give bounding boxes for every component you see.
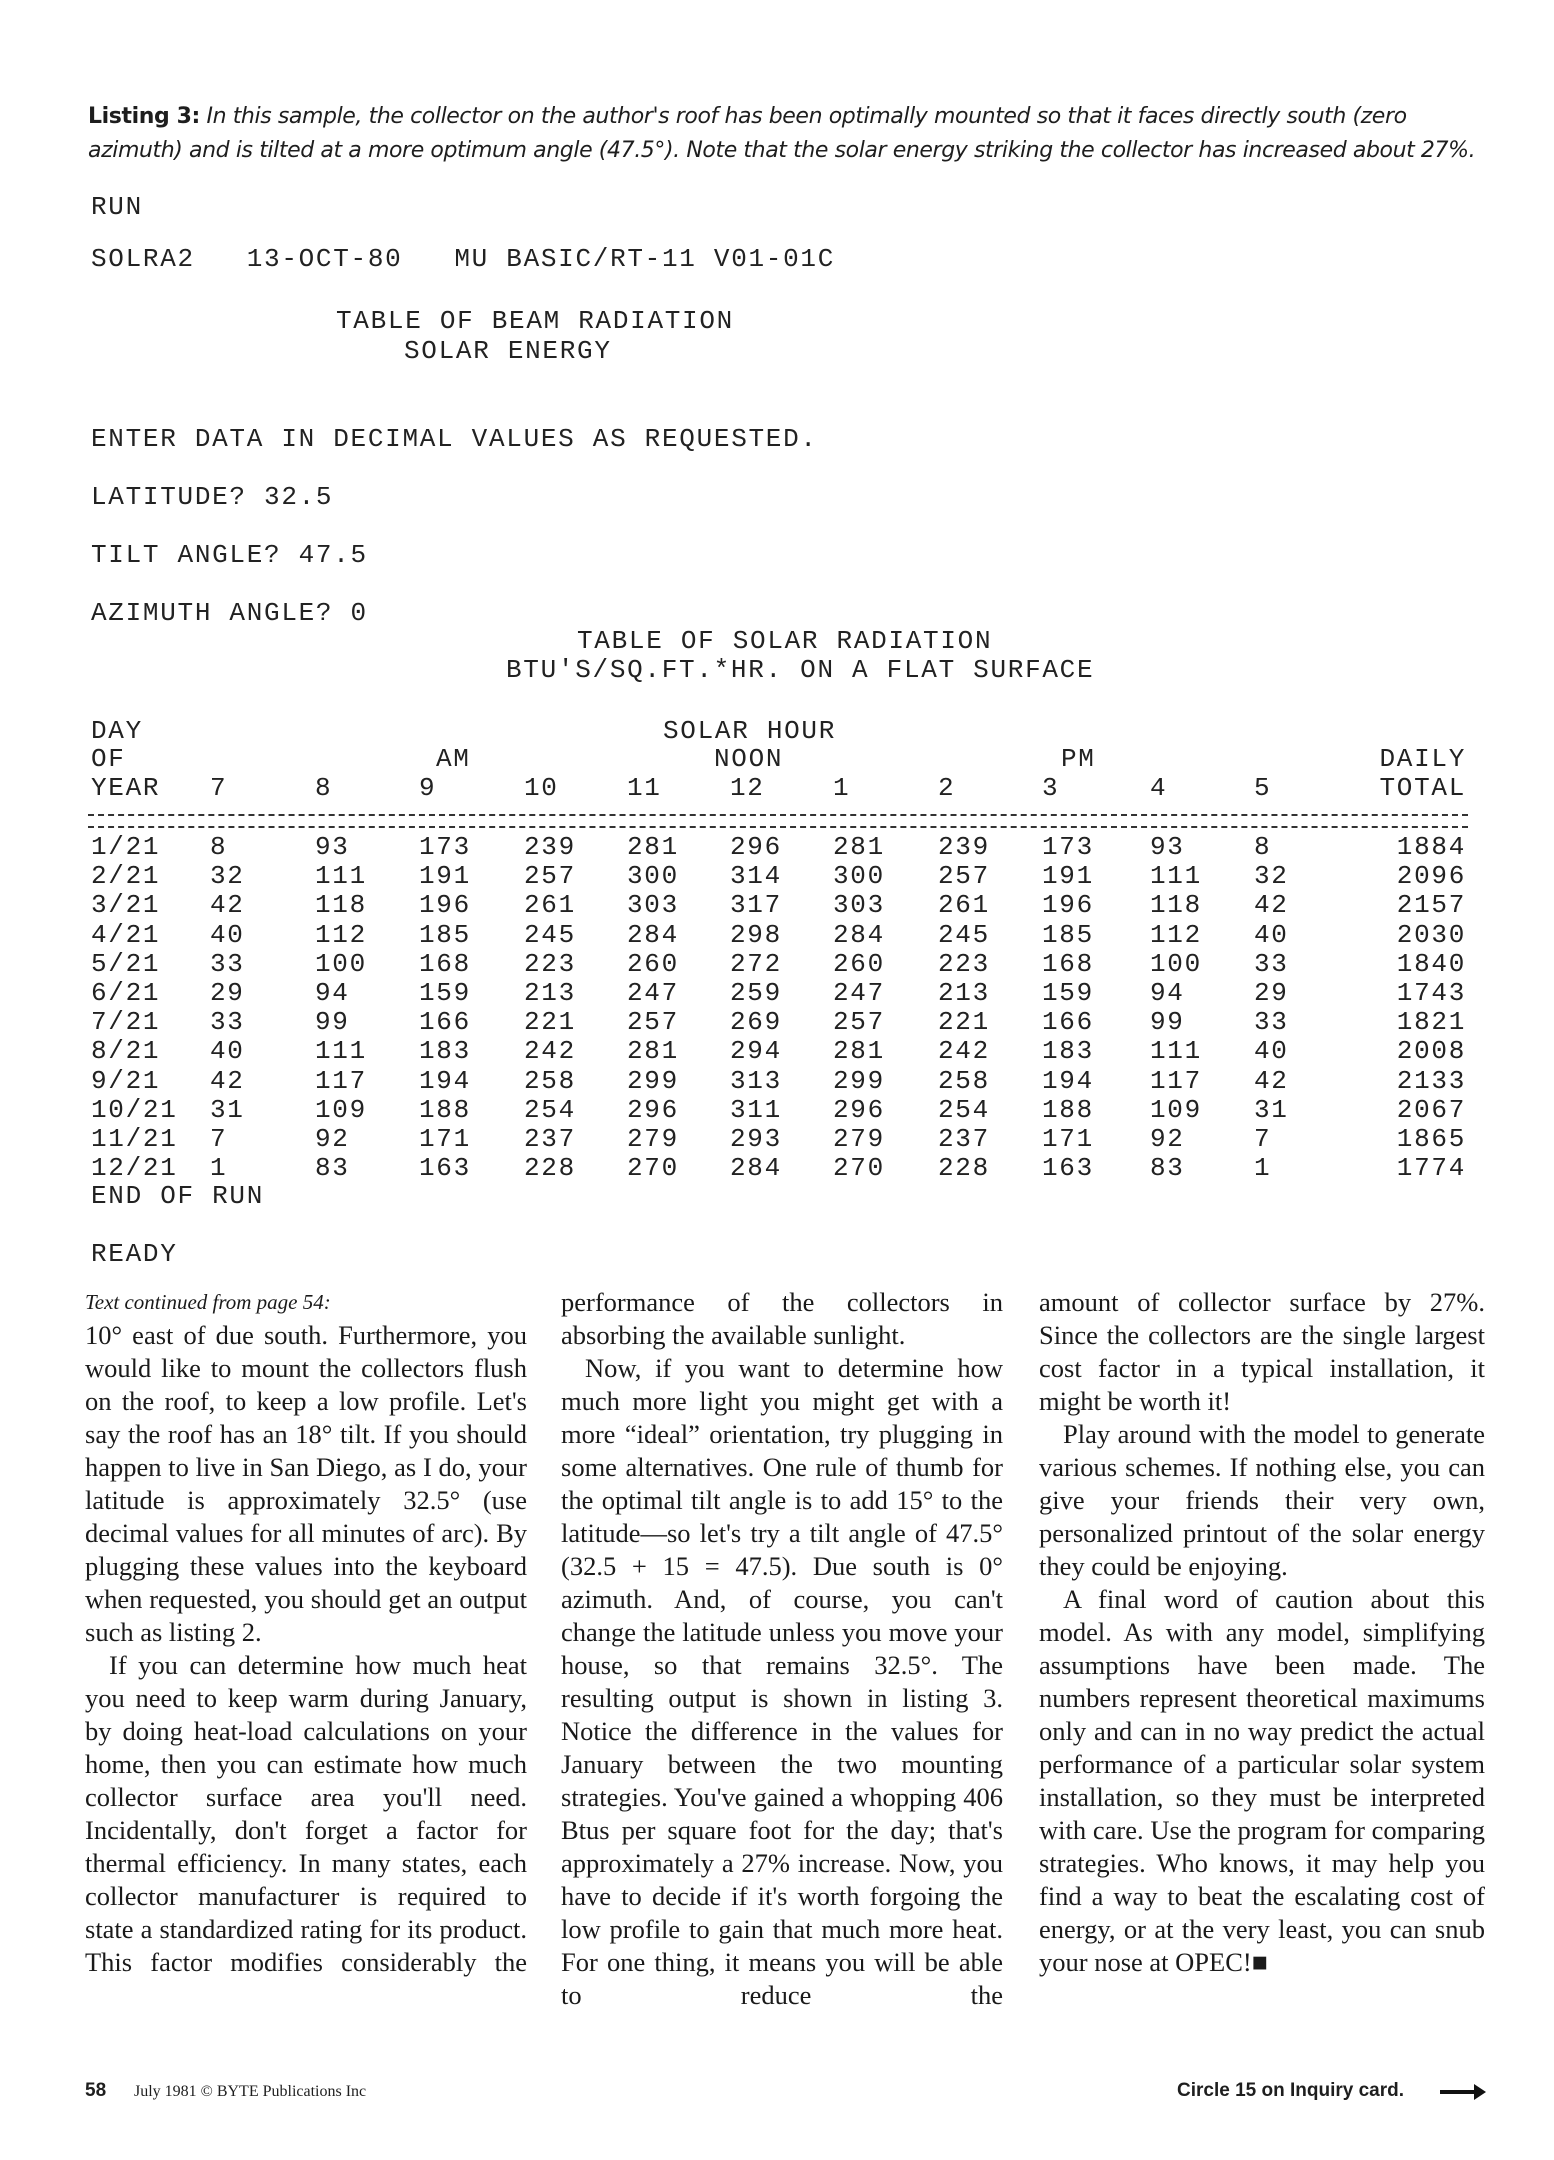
value-cell: 258 bbox=[524, 1065, 576, 1096]
header-total: TOTAL bbox=[1379, 773, 1466, 803]
value-cell: 168 bbox=[1042, 948, 1094, 979]
value-cell: 188 bbox=[1042, 1094, 1094, 1125]
value-cell: 223 bbox=[524, 948, 576, 979]
value-cell: 29 bbox=[1254, 978, 1289, 1008]
value-cell: 109 bbox=[315, 1094, 367, 1125]
header-am: AM bbox=[436, 744, 471, 774]
value-cell: 228 bbox=[524, 1153, 576, 1184]
paragraph: A final word of caution about this model. As with any model, simplifying assumptions have been made. The numbers represent theoretical maximums only and can in no way predict the actual performance of a particular solar system installation, so they must be interpreted with care. Use the program for comparing strategies. Who knows, it may help you find a way to beat the escalating cost of energy, or at the very least, you can snub your nose at OPEC!■ bbox=[1039, 1584, 1485, 1977]
value-cell: 284 bbox=[627, 919, 679, 950]
latitude-input: LATITUDE? 32.5 bbox=[91, 482, 334, 512]
value-cell: 223 bbox=[938, 948, 990, 979]
value-cell: 42 bbox=[1254, 890, 1289, 921]
header-solar-hour: SOLAR HOUR bbox=[663, 716, 837, 746]
value-cell: 298 bbox=[730, 919, 782, 950]
paragraph: amount of collector surface by 27%. Since the collectors are the single largest cost factor in a typical installation, it might be worth it! bbox=[1039, 1287, 1485, 1416]
listing-caption bbox=[88, 100, 1488, 168]
hour-label: 11 bbox=[627, 773, 662, 803]
hour-label: 2 bbox=[938, 773, 956, 803]
hour-label: 4 bbox=[1150, 773, 1168, 803]
run-command: RUN bbox=[91, 192, 143, 222]
value-cell: 258 bbox=[938, 1065, 990, 1096]
total-cell: 1774 bbox=[1396, 1153, 1466, 1184]
total-cell: 1865 bbox=[1396, 1124, 1466, 1154]
header-of: OF bbox=[91, 744, 126, 774]
day-cell: 8/21 bbox=[91, 1036, 161, 1067]
value-cell: 99 bbox=[315, 1007, 350, 1038]
value-cell: 296 bbox=[833, 1094, 885, 1125]
data-prompt: ENTER DATA IN DECIMAL VALUES AS REQUESTED. bbox=[91, 424, 818, 454]
value-cell: 296 bbox=[627, 1094, 679, 1125]
value-cell: 188 bbox=[419, 1094, 471, 1125]
value-cell: 313 bbox=[730, 1065, 782, 1096]
paragraph: performance of the collectors in absorbing the available sunlight. bbox=[561, 1287, 1003, 1350]
value-cell: 191 bbox=[1042, 861, 1094, 892]
page-number: 58 bbox=[85, 2080, 107, 2101]
day-cell: 4/21 bbox=[91, 919, 161, 950]
day-cell: 11/21 bbox=[91, 1124, 178, 1154]
hour-label: 1 bbox=[833, 773, 851, 803]
ready-prompt: READY bbox=[91, 1239, 178, 1269]
caption-text: In this sample, the collector on the author's roof has been optimally mounted so that it faces directly south (zero azimuth) and is tilted at a more optimum angle (47.5°). Note that the solar energy striking the collector has increased about 27%. bbox=[88, 104, 1476, 163]
value-cell: 8 bbox=[210, 832, 228, 862]
day-cell: 12/21 bbox=[91, 1153, 178, 1184]
value-cell: 33 bbox=[210, 948, 245, 979]
total-cell: 1884 bbox=[1396, 832, 1466, 862]
value-cell: 40 bbox=[1254, 919, 1289, 950]
value-cell: 100 bbox=[1150, 948, 1202, 979]
value-cell: 221 bbox=[938, 1007, 990, 1038]
value-cell: 254 bbox=[524, 1094, 576, 1125]
hour-label: 12 bbox=[730, 773, 765, 803]
value-cell: 111 bbox=[1150, 861, 1202, 892]
paragraph: Now, if you want to determine how much more light you might get with a more “ideal” orientation, try plugging in some alternatives. One rule of thumb for the optimal tilt angle is to add 15° to the latitude—so let's try a tilt angle of 47.5° (32.5 + 15 = 47.5). Due south is 0° azimuth. And, of course, you can't change the latitude unless you move your house, so that remains 32.5°. The resulting output is shown in listing 3. Notice the difference in the values for January between the two mounting strategies. You've gained a whopping 406 Btus per square foot for the day; that's approximately a 27% increase. Now, you have to decide if it's worth forgoing the low profile to gain that much more heat. For one thing, it means you will be able to reduce the bbox=[561, 1353, 1003, 2010]
value-cell: 194 bbox=[1042, 1065, 1094, 1096]
value-cell: 300 bbox=[627, 861, 679, 892]
value-cell: 109 bbox=[1150, 1094, 1202, 1125]
header-daily: DAILY bbox=[1379, 744, 1466, 774]
value-cell: 33 bbox=[1254, 1007, 1289, 1038]
value-cell: 196 bbox=[1042, 890, 1094, 921]
value-cell: 40 bbox=[210, 919, 245, 950]
table-title: TABLE OF SOLAR RADIATION bbox=[577, 626, 993, 656]
value-cell: 111 bbox=[315, 1036, 367, 1067]
end-of-run: END OF RUN bbox=[91, 1181, 265, 1211]
value-cell: 93 bbox=[315, 832, 350, 862]
total-cell: 2067 bbox=[1396, 1094, 1466, 1125]
total-cell: 1821 bbox=[1396, 1007, 1466, 1038]
value-cell: 118 bbox=[315, 890, 367, 921]
article-column-1 bbox=[85, 1286, 527, 1979]
beam-subtitle: SOLAR ENERGY bbox=[404, 336, 612, 366]
header-day: DAY bbox=[91, 716, 143, 746]
value-cell: 257 bbox=[833, 1007, 885, 1038]
value-cell: 1 bbox=[210, 1153, 228, 1184]
value-cell: 242 bbox=[938, 1036, 990, 1067]
hour-label: 5 bbox=[1254, 773, 1272, 803]
value-cell: 279 bbox=[627, 1124, 679, 1154]
value-cell: 112 bbox=[1150, 919, 1202, 950]
value-cell: 163 bbox=[1042, 1153, 1094, 1184]
value-cell: 173 bbox=[1042, 832, 1094, 862]
value-cell: 221 bbox=[524, 1007, 576, 1038]
header-pm: PM bbox=[1061, 744, 1096, 774]
value-cell: 284 bbox=[833, 919, 885, 950]
value-cell: 93 bbox=[1150, 832, 1185, 862]
value-cell: 183 bbox=[419, 1036, 471, 1067]
hour-label: 10 bbox=[524, 773, 559, 803]
value-cell: 257 bbox=[524, 861, 576, 892]
value-cell: 40 bbox=[1254, 1036, 1289, 1067]
day-cell: 9/21 bbox=[91, 1065, 161, 1096]
value-cell: 191 bbox=[419, 861, 471, 892]
total-cell: 1743 bbox=[1396, 978, 1466, 1008]
paragraph: Play around with the model to generate various schemes. If nothing else, you can give your friends their very own, personalized printout of the solar energy they could be enjoying. bbox=[1039, 1419, 1485, 1581]
value-cell: 314 bbox=[730, 861, 782, 892]
value-cell: 281 bbox=[627, 1036, 679, 1067]
value-cell: 242 bbox=[524, 1036, 576, 1067]
day-cell: 6/21 bbox=[91, 978, 161, 1008]
value-cell: 31 bbox=[1254, 1094, 1289, 1125]
value-cell: 254 bbox=[938, 1094, 990, 1125]
value-cell: 42 bbox=[210, 1065, 245, 1096]
value-cell: 117 bbox=[1150, 1065, 1202, 1096]
value-cell: 94 bbox=[1150, 978, 1185, 1008]
value-cell: 279 bbox=[833, 1124, 885, 1154]
value-cell: 185 bbox=[419, 919, 471, 950]
value-cell: 83 bbox=[1150, 1153, 1185, 1184]
paragraph: 10° east of due south. Furthermore, you would like to mount the collectors flush on the roof, to keep a low profile. Let's say the roof has an 18° tilt. If you should happen to live in San Diego, as I do, your latitude is approximately 32.5° (use decimal values for all minutes of arc). By plugging these values into the keyboard when requested, you should get an output such as listing 2. bbox=[85, 1320, 527, 1647]
total-cell: 2157 bbox=[1396, 890, 1466, 921]
day-cell: 1/21 bbox=[91, 832, 161, 862]
value-cell: 99 bbox=[1150, 1007, 1185, 1038]
value-cell: 247 bbox=[627, 978, 679, 1008]
tilt-input: TILT ANGLE? 47.5 bbox=[91, 540, 368, 570]
total-cell: 2096 bbox=[1396, 861, 1466, 892]
value-cell: 166 bbox=[1042, 1007, 1094, 1038]
value-cell: 94 bbox=[315, 978, 350, 1008]
value-cell: 42 bbox=[210, 890, 245, 921]
total-cell: 2133 bbox=[1396, 1065, 1466, 1096]
value-cell: 183 bbox=[1042, 1036, 1094, 1067]
value-cell: 247 bbox=[833, 978, 885, 1008]
value-cell: 284 bbox=[730, 1153, 782, 1184]
table-divider bbox=[88, 814, 1468, 828]
value-cell: 33 bbox=[1254, 948, 1289, 979]
value-cell: 32 bbox=[210, 861, 245, 892]
day-cell: 7/21 bbox=[91, 1007, 161, 1038]
header-noon: NOON bbox=[714, 744, 784, 774]
value-cell: 92 bbox=[1150, 1124, 1185, 1154]
value-cell: 92 bbox=[315, 1124, 350, 1154]
day-cell: 5/21 bbox=[91, 948, 161, 979]
value-cell: 317 bbox=[730, 890, 782, 921]
value-cell: 173 bbox=[419, 832, 471, 862]
value-cell: 293 bbox=[730, 1124, 782, 1154]
hour-label: 9 bbox=[419, 773, 437, 803]
value-cell: 239 bbox=[524, 832, 576, 862]
value-cell: 257 bbox=[938, 861, 990, 892]
value-cell: 159 bbox=[1042, 978, 1094, 1008]
header-year: YEAR bbox=[91, 773, 161, 803]
value-cell: 185 bbox=[1042, 919, 1094, 950]
value-cell: 100 bbox=[315, 948, 367, 979]
paragraph: If you can determine how much heat you need to keep warm during January, by doing heat-load calculations on your home, then you can estimate how much collector surface area you'll need. Incidentally, don't forget a factor for thermal efficiency. In many states, each collector manufacturer is required to state a standardized rating for its product. This factor modifies considerably the bbox=[85, 1650, 527, 1977]
continued-note: Text continued from page 54: bbox=[85, 1290, 331, 1314]
value-cell: 239 bbox=[938, 832, 990, 862]
value-cell: 196 bbox=[419, 890, 471, 921]
value-cell: 294 bbox=[730, 1036, 782, 1067]
article-column-2 bbox=[561, 1286, 1003, 2012]
value-cell: 7 bbox=[1254, 1124, 1272, 1154]
value-cell: 163 bbox=[419, 1153, 471, 1184]
value-cell: 270 bbox=[627, 1153, 679, 1184]
value-cell: 83 bbox=[315, 1153, 350, 1184]
value-cell: 303 bbox=[627, 890, 679, 921]
table-units: BTU'S/SQ.FT.*HR. ON A FLAT SURFACE bbox=[506, 655, 1095, 685]
value-cell: 237 bbox=[938, 1124, 990, 1154]
total-cell: 1840 bbox=[1396, 948, 1466, 979]
total-cell: 2030 bbox=[1396, 919, 1466, 950]
value-cell: 245 bbox=[524, 919, 576, 950]
value-cell: 272 bbox=[730, 948, 782, 979]
value-cell: 237 bbox=[524, 1124, 576, 1154]
value-cell: 257 bbox=[627, 1007, 679, 1038]
value-cell: 213 bbox=[938, 978, 990, 1008]
value-cell: 281 bbox=[627, 832, 679, 862]
value-cell: 166 bbox=[419, 1007, 471, 1038]
value-cell: 228 bbox=[938, 1153, 990, 1184]
day-cell: 10/21 bbox=[91, 1094, 178, 1125]
value-cell: 32 bbox=[1254, 861, 1289, 892]
day-cell: 3/21 bbox=[91, 890, 161, 921]
value-cell: 159 bbox=[419, 978, 471, 1008]
value-cell: 111 bbox=[315, 861, 367, 892]
value-cell: 296 bbox=[730, 832, 782, 862]
value-cell: 40 bbox=[210, 1036, 245, 1067]
value-cell: 259 bbox=[730, 978, 782, 1008]
value-cell: 260 bbox=[627, 948, 679, 979]
value-cell: 31 bbox=[210, 1094, 245, 1125]
beam-title: TABLE OF BEAM RADIATION bbox=[336, 306, 734, 336]
value-cell: 112 bbox=[315, 919, 367, 950]
value-cell: 117 bbox=[315, 1065, 367, 1096]
hour-label: 3 bbox=[1042, 773, 1060, 803]
right-arrow-icon bbox=[1440, 2083, 1486, 2101]
value-cell: 1 bbox=[1254, 1153, 1272, 1184]
value-cell: 8 bbox=[1254, 832, 1272, 862]
value-cell: 281 bbox=[833, 832, 885, 862]
value-cell: 299 bbox=[627, 1065, 679, 1096]
caption-label: Listing 3: bbox=[88, 104, 200, 129]
total-cell: 2008 bbox=[1396, 1036, 1466, 1067]
copyright: July 1981 © BYTE Publications Inc bbox=[134, 2083, 367, 2100]
value-cell: 168 bbox=[419, 948, 471, 979]
value-cell: 7 bbox=[210, 1124, 228, 1154]
program-line: SOLRA2 13-OCT-80 MU BASIC/RT-11 V01-01C bbox=[91, 244, 836, 274]
hour-label: 8 bbox=[315, 773, 333, 803]
value-cell: 245 bbox=[938, 919, 990, 950]
value-cell: 261 bbox=[524, 890, 576, 921]
value-cell: 311 bbox=[730, 1094, 782, 1125]
value-cell: 270 bbox=[833, 1153, 885, 1184]
value-cell: 171 bbox=[419, 1124, 471, 1154]
value-cell: 269 bbox=[730, 1007, 782, 1038]
value-cell: 33 bbox=[210, 1007, 245, 1038]
hour-label: 7 bbox=[210, 773, 228, 803]
value-cell: 111 bbox=[1150, 1036, 1202, 1067]
value-cell: 299 bbox=[833, 1065, 885, 1096]
value-cell: 281 bbox=[833, 1036, 885, 1067]
value-cell: 261 bbox=[938, 890, 990, 921]
inquiry-note: Circle 15 on Inquiry card. bbox=[1177, 2080, 1405, 2101]
value-cell: 194 bbox=[419, 1065, 471, 1096]
value-cell: 260 bbox=[833, 948, 885, 979]
value-cell: 171 bbox=[1042, 1124, 1094, 1154]
day-cell: 2/21 bbox=[91, 861, 161, 892]
value-cell: 303 bbox=[833, 890, 885, 921]
value-cell: 118 bbox=[1150, 890, 1202, 921]
value-cell: 42 bbox=[1254, 1065, 1289, 1096]
azimuth-input: AZIMUTH ANGLE? 0 bbox=[91, 598, 368, 628]
value-cell: 213 bbox=[524, 978, 576, 1008]
article-column-3 bbox=[1039, 1286, 1485, 1979]
value-cell: 300 bbox=[833, 861, 885, 892]
value-cell: 29 bbox=[210, 978, 245, 1008]
